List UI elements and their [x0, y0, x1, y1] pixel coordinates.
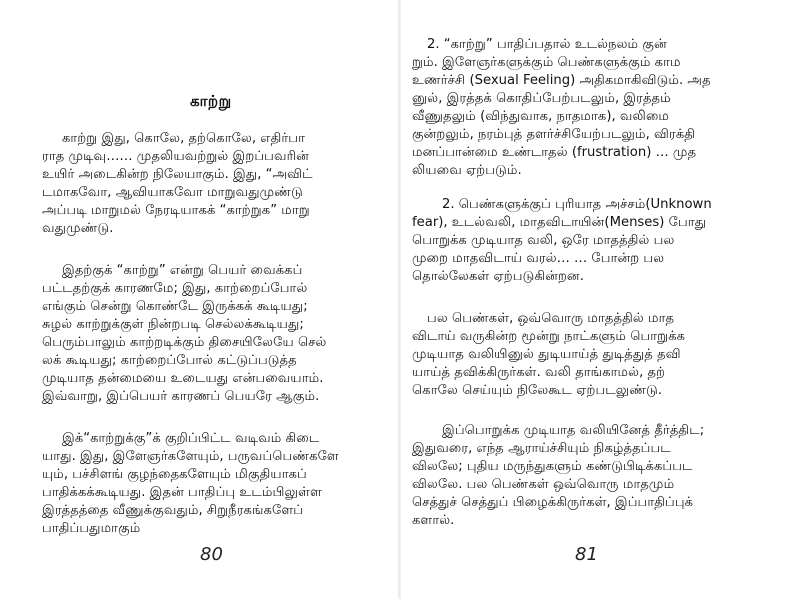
text-line: மனப்பான்மை உண்டாதல் (frustration) … முத: [412, 145, 697, 160]
text-line: யாய்த் தவிக்கிருர்கள். வலி தாங்காமல், தற்: [412, 365, 666, 380]
text-line: தொல்லேகள் ஏற்படுகின்றன.: [412, 269, 584, 284]
text-line: அப்படி மாறுமல் நேரடியாகக் “காற்றுக” மாறு: [42, 203, 310, 218]
text-line: முடியாத வலியினுல் துடியாய்த் துடித்துத் தவி: [412, 347, 681, 362]
text-line: னுல், இரத்தக் கொதிப்பேற்படலும், இரத்தம்: [412, 91, 671, 106]
text-line: விலலே; புதிய மருந்துகளும் கண்டுபிடிக்கப்பட: [412, 459, 693, 474]
text-line: இதற்குக் “காற்று” என்று பெயர் வைக்கப்: [62, 263, 303, 278]
text-line: பல பெண்கள், ஒவ்வொரு மாதத்தில் மாத: [427, 311, 675, 326]
text-line: இதுவரை, எந்த ஆராய்ச்சியும் நிகழ்த்தப்பட: [412, 441, 671, 456]
text-line: இரத்தத்தை வீணுக்குவதும், சிறுநீரகங்களேப்: [42, 503, 304, 518]
text-line: காற்று இது, கொலே, தற்கொலே, எதிர்பா: [62, 131, 305, 146]
text-line: லியவை ஏற்படும்.: [412, 163, 522, 178]
page-number: 80: [200, 544, 223, 565]
text-line: உயிர் அடைகின்ற நிலேயாகும். இது, “அவிட்: [42, 167, 313, 182]
text-line: லக் கூடியது; காற்றைப்போல் கட்டுப்படுத்த: [42, 353, 297, 368]
text-line: பொறுக்க முடியாத வலி, ஒரே மாதத்தில் பல: [412, 233, 675, 248]
text-line: பாதிப்பதுமாகும்: [42, 521, 141, 536]
text-line: முறை மாதவிடாய் வரல்… … போன்ற பல: [412, 251, 665, 266]
text-line: இவ்வாறு, இப்பெயர் காரணப் பெயரே ஆகும்.: [42, 389, 320, 404]
right-page: [400, 0, 800, 599]
text-line: முடியாத தன்மையை உடையது என்பவையாம்.: [42, 371, 324, 386]
text-line: ராத முடிவு…… முதலியவற்றுல் இறப்பவரின்: [42, 149, 309, 164]
text-line: fear), உடல்வலி, மாதவிடாயின்(Menses) போது: [412, 215, 707, 230]
text-line: வதுமுண்டு.: [42, 221, 114, 236]
text-line: விடாய் வருகின்ற மூன்று நாட்களும் பொறுக்க: [412, 329, 686, 344]
text-line: றும். இளேஞர்களுக்கும் பெண்களுக்கும் காம: [412, 55, 681, 70]
text-line: 2. பெண்களுக்குப் புரியாத அச்சம்(Unknown: [442, 197, 712, 212]
text-line: இப்பொறுக்க முடியாத வலியினேத் தீர்த்திட;: [442, 423, 705, 438]
text-line: உணர்ச்சி (Sexual Feeling) அதிகமாகிவிடும். அத: [412, 73, 711, 88]
page-heading: காற்று: [190, 92, 232, 110]
text-line: சுழல் காற்றுக்குள் நின்றபடி செல்லக்கூடியது;: [42, 317, 304, 332]
text-line: டமாகவோ, ஆவியாகவோ மாறுவதுமுண்டு: [42, 185, 303, 200]
text-line: பட்டதற்குக் காரணமே; இது, காற்றைப்போல்: [42, 281, 308, 296]
text-line: எங்கும் சென்று கொண்டே இருக்கக் கூடியது;: [42, 299, 308, 314]
text-line: யாது. இது, இளேஞர்களேயும், பருவப்பெண்களே: [42, 449, 339, 464]
text-line: பெரும்பாலும் காற்றடிக்கும் திசையிலேயே செல்: [42, 335, 327, 350]
text-line: குன்றலும், நரம்புத் தளர்ச்சியேற்படலும், விரக்தி: [412, 127, 696, 142]
text-line: விலலே. பல பெண்கள் ஒவ்வொரு மாதமும்: [412, 477, 675, 492]
text-line: களால்.: [412, 513, 455, 528]
text-line: யும், பச்சிளங் குழந்தைகளேயும் மிகுதியாகப்: [42, 467, 307, 482]
text-line: 2. “காற்று” பாதிப்பதால் உடல்நலம் குன்: [427, 37, 667, 52]
text-line: செத்துச் செத்துப் பிழைக்கிருர்கள், இப்பாதிப்புக்: [412, 495, 694, 510]
text-line: கொலே செய்யும் நிலேகூட ஏற்படலுண்டு.: [412, 383, 663, 398]
page-number: 81: [575, 544, 598, 565]
text-line: இக்“காற்றுக்கு”க் குறிப்பிட்ட வடிவம் கிடை: [62, 431, 320, 446]
text-line: பாதிக்கக்கூடியது. இதன் பாதிப்பு உடம்பிலுள்ள: [42, 485, 322, 500]
text-line: வீணுதலும் (விந்துவாக, நாதமாக), வலிமை: [412, 109, 670, 124]
